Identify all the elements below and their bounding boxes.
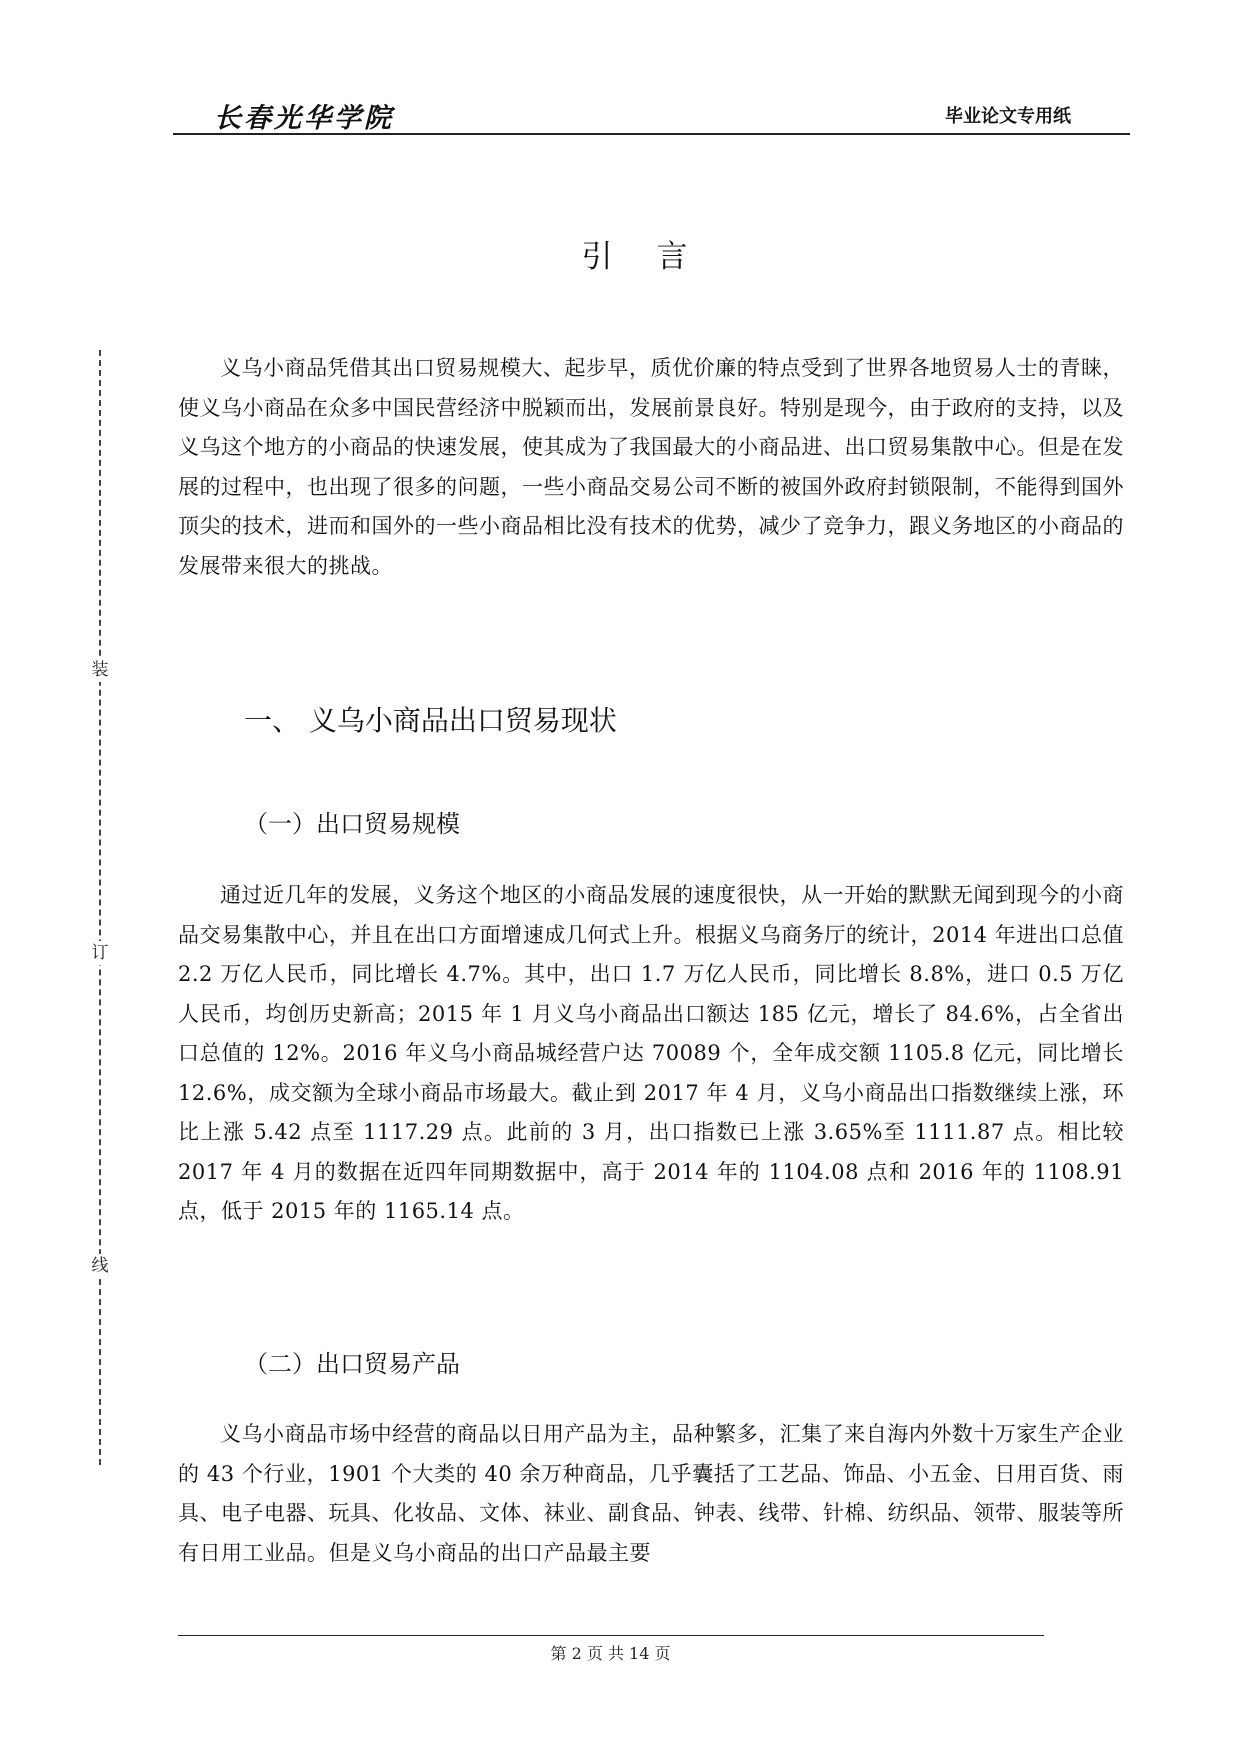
binding-dashed-line [99, 350, 101, 1465]
footer-rule [178, 1635, 1044, 1636]
header-rule [173, 133, 1130, 135]
paper-label: 毕业论文专用纸 [945, 106, 1071, 127]
binding-char-ding: 订 [88, 941, 112, 965]
binding-char-xian: 线 [88, 1254, 112, 1278]
subsection-heading-scale: （一）出口贸易规模 [244, 810, 460, 838]
scale-paragraph: 通过近几年的发展，义务这个地区的小商品发展的速度很快，从一开始的默默无闻到现今的小商品交易集散中心，并且在出口方面增速成几何式上升。根据义乌商务厅的统计，2014 年进出口总值 2.2 万亿人民币，同比增长 4.7%。其中，出口 1.7 万亿人民币，同比增长 8.8%，进口 0.5 万亿人民币，均创历史新高；2015 年 1 月义乌小商品出口额达 185 亿元，增长了 84.6%，占全省出口总值的 12%。2016 年义乌小商品城经营户达 70089 个，全年成交额 1105.8 亿元，同比增长 12.6%，成交额为全球小商品市场最大。截止到 2017 年 4 月，义乌小商品出口指数继续上涨，环比上涨 5.42 点至 1117.29 点。此前的 3 月，出口指数已上涨 3.65%至 1111.87 点。相比较 2017 年 4 月的数据在近四年同期数据中，高于 2014 年的 1104.08 点和 2016 年的 1108.91 点，低于 2015 年的 1165.14 点。 [178, 883, 1124, 1223]
subsection-heading-products: （二）出口贸易产品 [244, 1350, 460, 1378]
section-heading: 一、 义乌小商品出口贸易现状 [244, 704, 617, 737]
page-number: 第 2 页 共 14 页 [550, 1644, 671, 1663]
page-title: 引言 [581, 239, 732, 275]
intro-paragraph: 义乌小商品凭借其出口贸易规模大、起步早，质优价廉的特点受到了世界各地贸易人士的青睐，使义乌小商品在众多中国民营经济中脱颖而出，发展前景良好。特别是现今，由于政府的支持，以及义乌这个地方的小商品的快速发展，使其成为了我国最大的小商品进、出口贸易集散中心。但是在发展的过程中，也出现了很多的问题，一些小商品交易公司不断的被国外政府封锁限制，不能得到国外顶尖的技术，进而和国外的一些小商品相比没有技术的优势，减少了竞争力，跟义务地区的小商品的发展带来很大的挑战。 [178, 356, 1124, 578]
products-paragraph: 义乌小商品市场中经营的商品以日用产品为主，品种繁多，汇集了来自海内外数十万家生产企业的 43 个行业，1901 个大类的 40 余万种商品，几乎囊括了工艺品、饰品、小五金、日用百货、雨具、电子电器、玩具、化妆品、文体、袜业、副食品、钟表、线带、针棉、纺织品、领带、服装等所有日用工业品。但是义乌小商品的出口产品最主要 [178, 1422, 1124, 1565]
binding-char-zhuang: 装 [88, 658, 112, 682]
school-name: 长春光华学院 [214, 103, 394, 134]
